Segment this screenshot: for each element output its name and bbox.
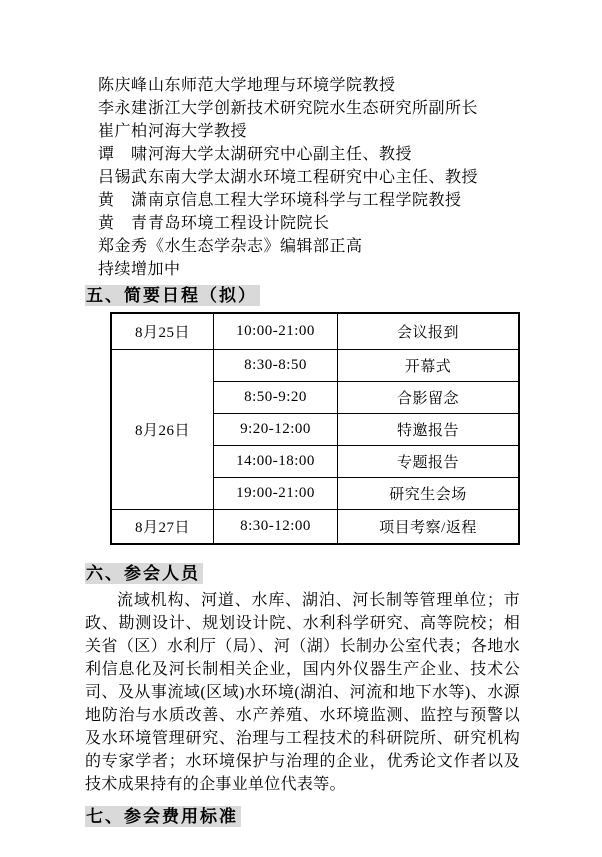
schedule-time-cell: 8:30-12:00: [214, 510, 338, 545]
participants-paragraph: 流域机构、河道、水库、湖泊、河长制等管理单位；市政、勘测设计、规划设计院、水利科学研究、高等院校；相关省（区）水利厅（局）、河（湖）长制办公室代表；各地水利信息化及河长制相关企业，国内外仪器生产企业、技术公司、及从事流域(区域)水环境(湖泊、河流和地下水等)、水源地防治与水质改善、水产养殖、水环境监测、监控与预警以及水环境管理研究、治理与工程技术的科研院所、研究机构的专家学者；水环境保护与治理的企业，优秀论文作者以及技术成果持有的企事业单位代表等。: [85, 592, 520, 793]
expert-row: [98, 74, 520, 97]
expert-name: 黄 潇: [98, 192, 148, 209]
schedule-event-cell: 项目考察/返程: [338, 510, 520, 545]
schedule-date-cell: 8月25日: [111, 313, 214, 350]
schedule-event-cell: 研究生会场: [338, 478, 520, 510]
schedule-row: [111, 350, 519, 382]
schedule-table: [110, 312, 520, 545]
schedule-time-cell: 9:20-12:00: [214, 414, 338, 446]
expert-affiliation: 河海大学教授: [148, 123, 248, 140]
expert-affiliation: 东南大学太湖水环境工程研究中心主任、教授: [148, 169, 479, 186]
section-heading-schedule: [85, 285, 520, 306]
expert-name: 崔广柏: [98, 123, 148, 140]
expert-row: [98, 143, 520, 166]
schedule-time-cell: 10:00-21:00: [214, 313, 338, 350]
expert-name: 李永建: [98, 100, 148, 117]
schedule-event-cell: 会议报到: [338, 313, 520, 350]
schedule-row: [111, 510, 519, 545]
expert-affiliation: 山东师范大学地理与环境学院教授: [148, 77, 396, 94]
section-heading-schedule-text: 五、简要日程（拟）: [85, 285, 260, 306]
schedule-table-body: [111, 313, 519, 544]
expert-affiliation: 青岛环境工程设计院院长: [148, 215, 330, 232]
schedule-event-cell: 特邀报告: [338, 414, 520, 446]
expert-affiliation: 南京信息工程大学环境科学与工程学院教授: [148, 192, 462, 209]
schedule-date-cell: 8月26日: [111, 350, 214, 510]
expert-row: [98, 97, 520, 120]
expert-row: [98, 235, 520, 258]
expert-affiliation: 河海大学太湖研究中心副主任、教授: [148, 146, 413, 163]
schedule-time-cell: 8:30-8:50: [214, 350, 338, 382]
schedule-time-cell: 14:00-18:00: [214, 446, 338, 478]
schedule-time-cell: 19:00-21:00: [214, 478, 338, 510]
expert-name: 吕锡武: [98, 169, 148, 186]
expert-row: [98, 212, 520, 235]
expert-name: 黄 青: [98, 215, 148, 232]
schedule-row: [111, 313, 519, 350]
expert-name: 郑金秀: [98, 238, 148, 255]
schedule-date-cell: 8月27日: [111, 510, 214, 545]
section-heading-participants-text: 六、参会人员: [85, 563, 203, 584]
expert-row: [98, 120, 520, 143]
schedule-event-cell: 专题报告: [338, 446, 520, 478]
schedule-event-cell: 合影留念: [338, 382, 520, 414]
expert-row: [98, 189, 520, 212]
section-heading-fees-text: 七、参会费用标准: [85, 806, 241, 827]
schedule-time-cell: 8:50-9:20: [214, 382, 338, 414]
expert-affiliation: 《水生态学杂志》编辑部正高: [148, 238, 363, 255]
section-heading-fees: [85, 806, 520, 827]
section-heading-participants: [85, 563, 520, 584]
expert-name: 陈庆峰: [98, 77, 148, 94]
schedule-event-cell: 开幕式: [338, 350, 520, 382]
expert-list-note: 持续增加中: [98, 261, 181, 278]
expert-list: [98, 74, 520, 258]
expert-affiliation: 浙江大学创新技术研究院水生态研究所副所长: [148, 100, 479, 117]
expert-row: [98, 166, 520, 189]
expert-name: 谭 啸: [98, 146, 148, 163]
